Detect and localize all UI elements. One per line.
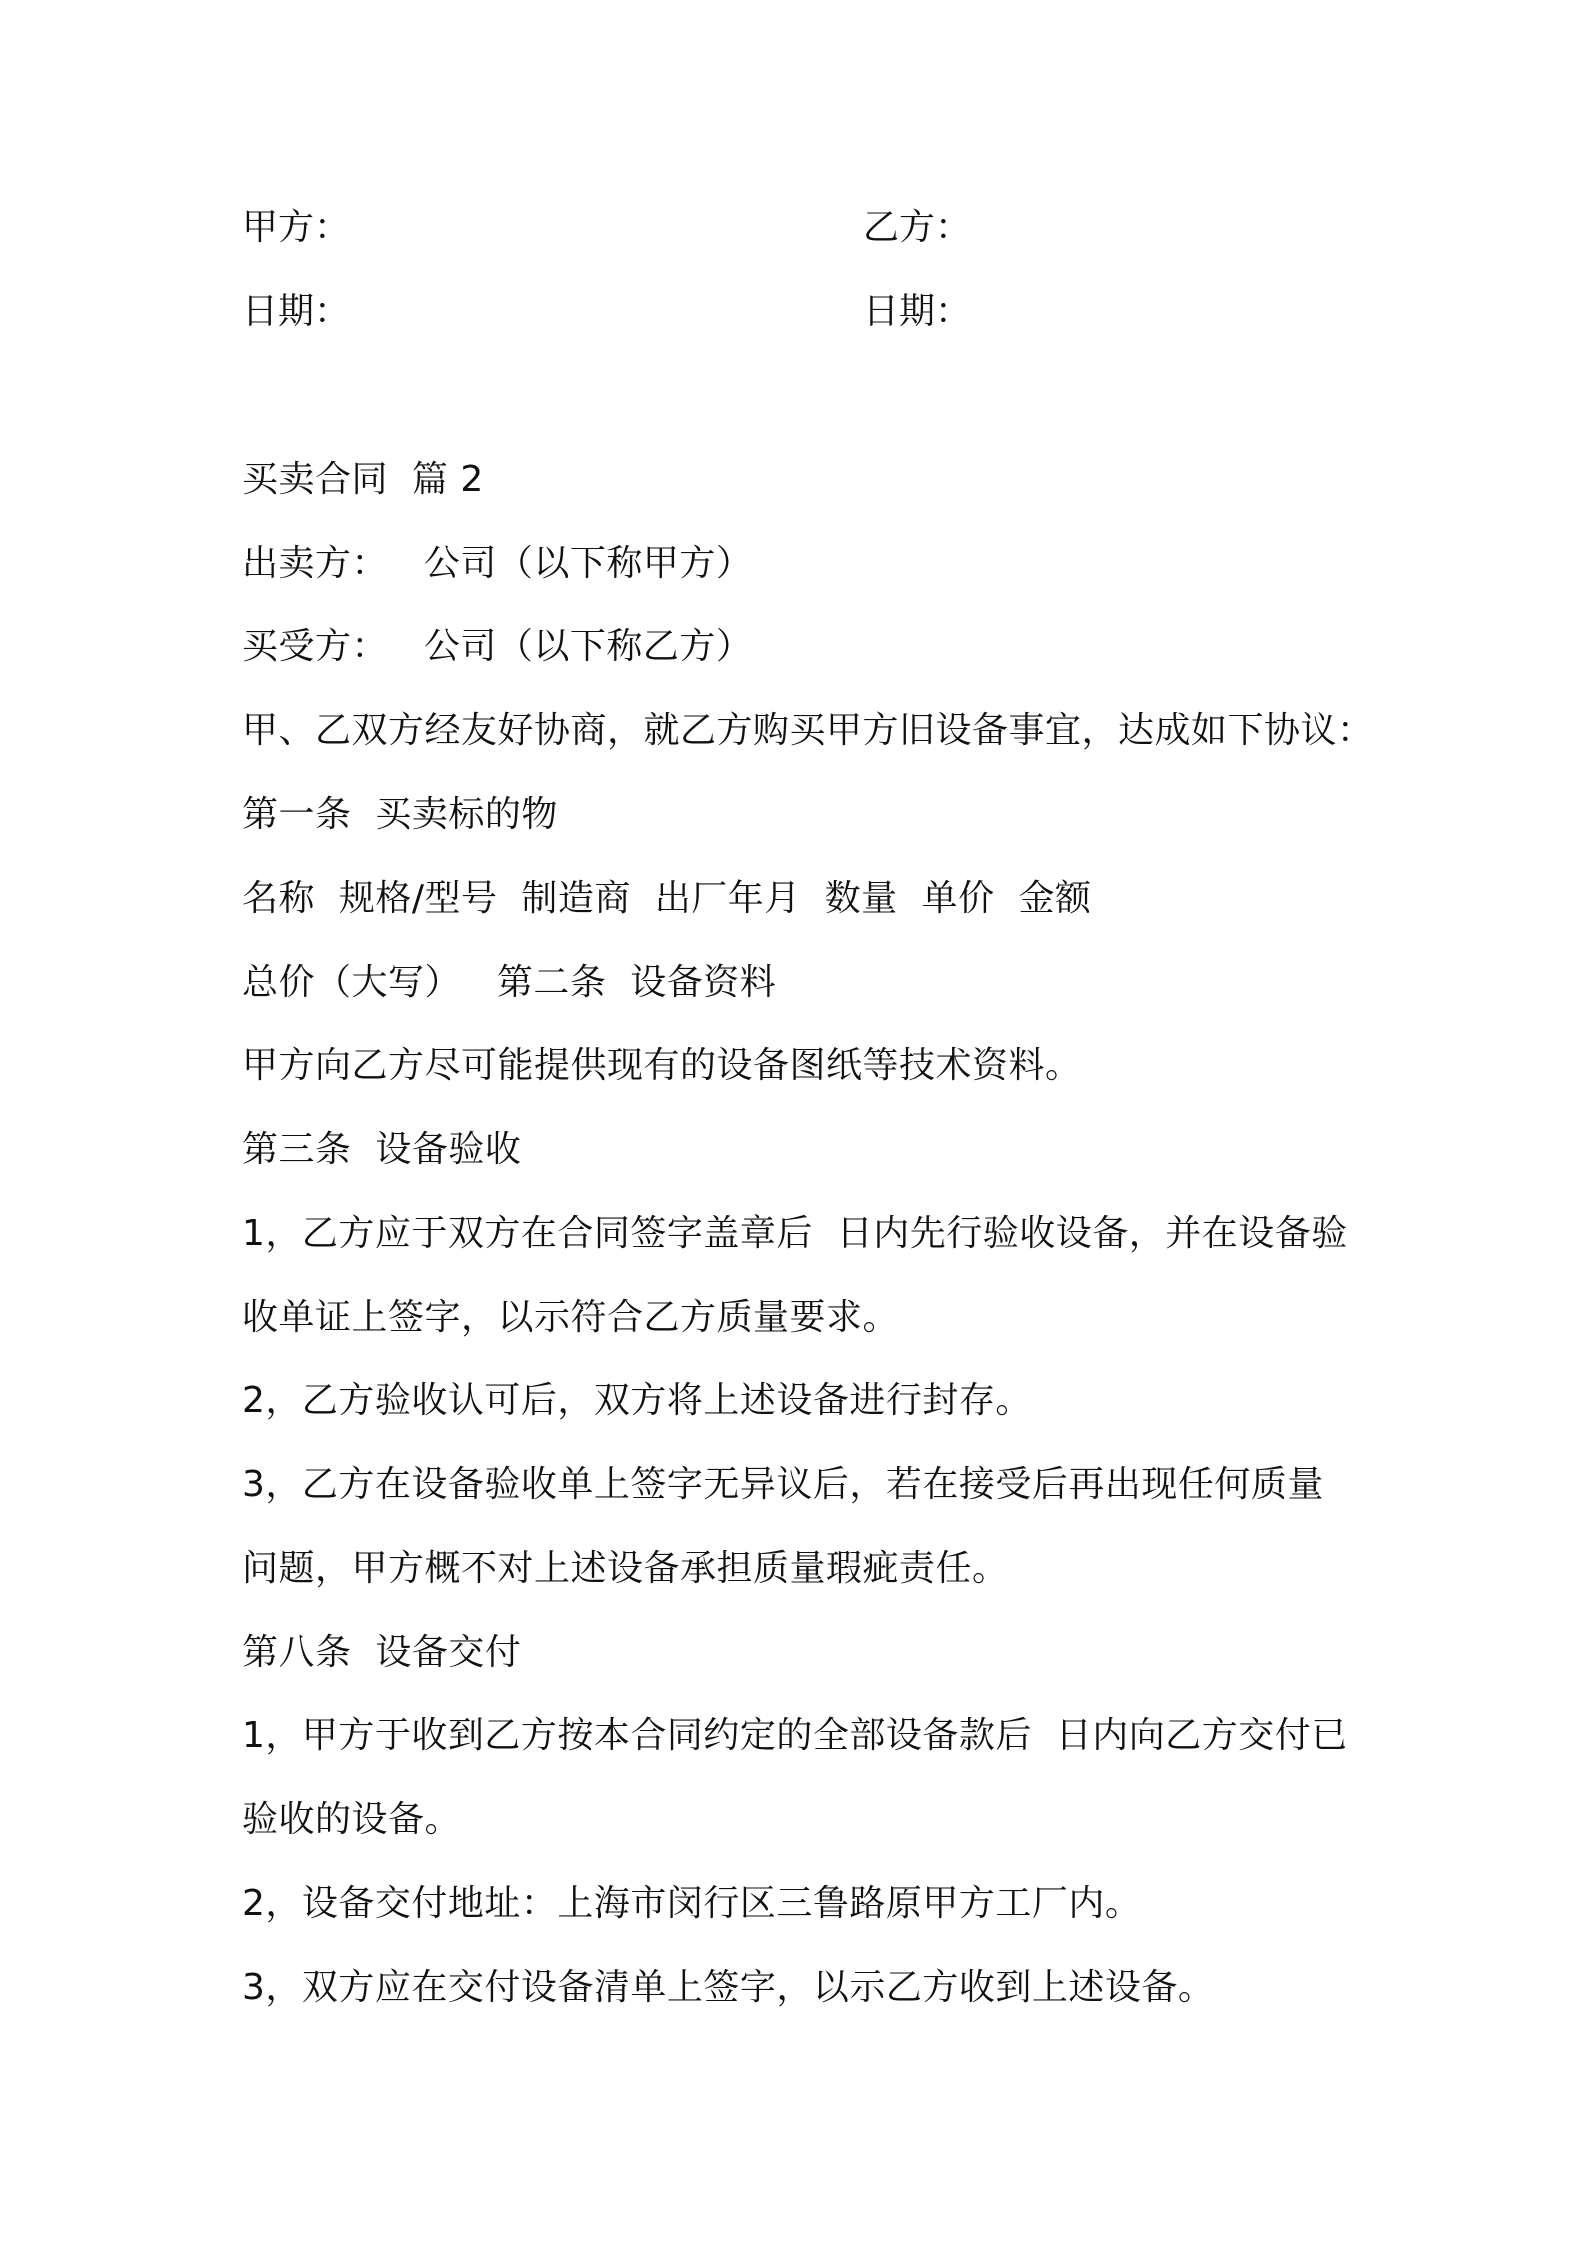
article3-item3-line1: 3，乙方在设备验收单上签字无异议后，若在接受后再出现任何质量 (242, 1464, 1324, 1505)
party-b-label: 乙方： (863, 207, 972, 248)
article3-heading: 第三条 设备验收 (242, 1129, 522, 1170)
article3-item1-line2: 收单证上签字，以示符合乙方质量要求。 (242, 1297, 900, 1338)
article3-item3-line2: 问题，甲方概不对上述设备承担质量瑕疵责任。 (242, 1548, 1009, 1589)
article1-heading: 第一条 买卖标的物 (242, 794, 558, 835)
article8-item3: 3，双方应在交付设备清单上签字，以示乙方收到上述设备。 (242, 1967, 1215, 2008)
article3-item1-line1: 1，乙方应于双方在合同签字盖章后 日内先行验收设备，并在设备验 (242, 1213, 1348, 1254)
article8-heading: 第八条 设备交付 (242, 1632, 522, 1673)
intro-paragraph: 甲、乙双方经友好协商，就乙方购买甲方旧设备事宜，达成如下协议： (242, 710, 1374, 751)
buyer-line: 买受方： 公司（以下称乙方） (242, 626, 753, 667)
contract-title: 买卖合同 篇 2 (242, 459, 484, 500)
date-a-label: 日期： (242, 291, 351, 332)
seller-line: 出卖方： 公司（以下称甲方） (242, 543, 753, 584)
total-and-article2-heading: 总价（大写） 第二条 设备资料 (242, 962, 777, 1003)
party-a-label: 甲方： (242, 207, 351, 248)
article8-item1-line1: 1，甲方于收到乙方按本合同约定的全部设备款后 日内向乙方交付已 (242, 1715, 1348, 1756)
article8-item2: 2，设备交付地址：上海市闵行区三鲁路原甲方工厂内。 (242, 1883, 1142, 1924)
article1-columns: 名称 规格/型号 制造商 出厂年月 数量 单价 金额 (242, 878, 1092, 919)
article8-item1-line2: 验收的设备。 (242, 1799, 462, 1840)
article2-body: 甲方向乙方尽可能提供现有的设备图纸等技术资料。 (242, 1045, 1082, 1086)
date-b-label: 日期： (863, 291, 972, 332)
article3-item2: 2，乙方验收认可后，双方将上述设备进行封存。 (242, 1380, 1032, 1421)
